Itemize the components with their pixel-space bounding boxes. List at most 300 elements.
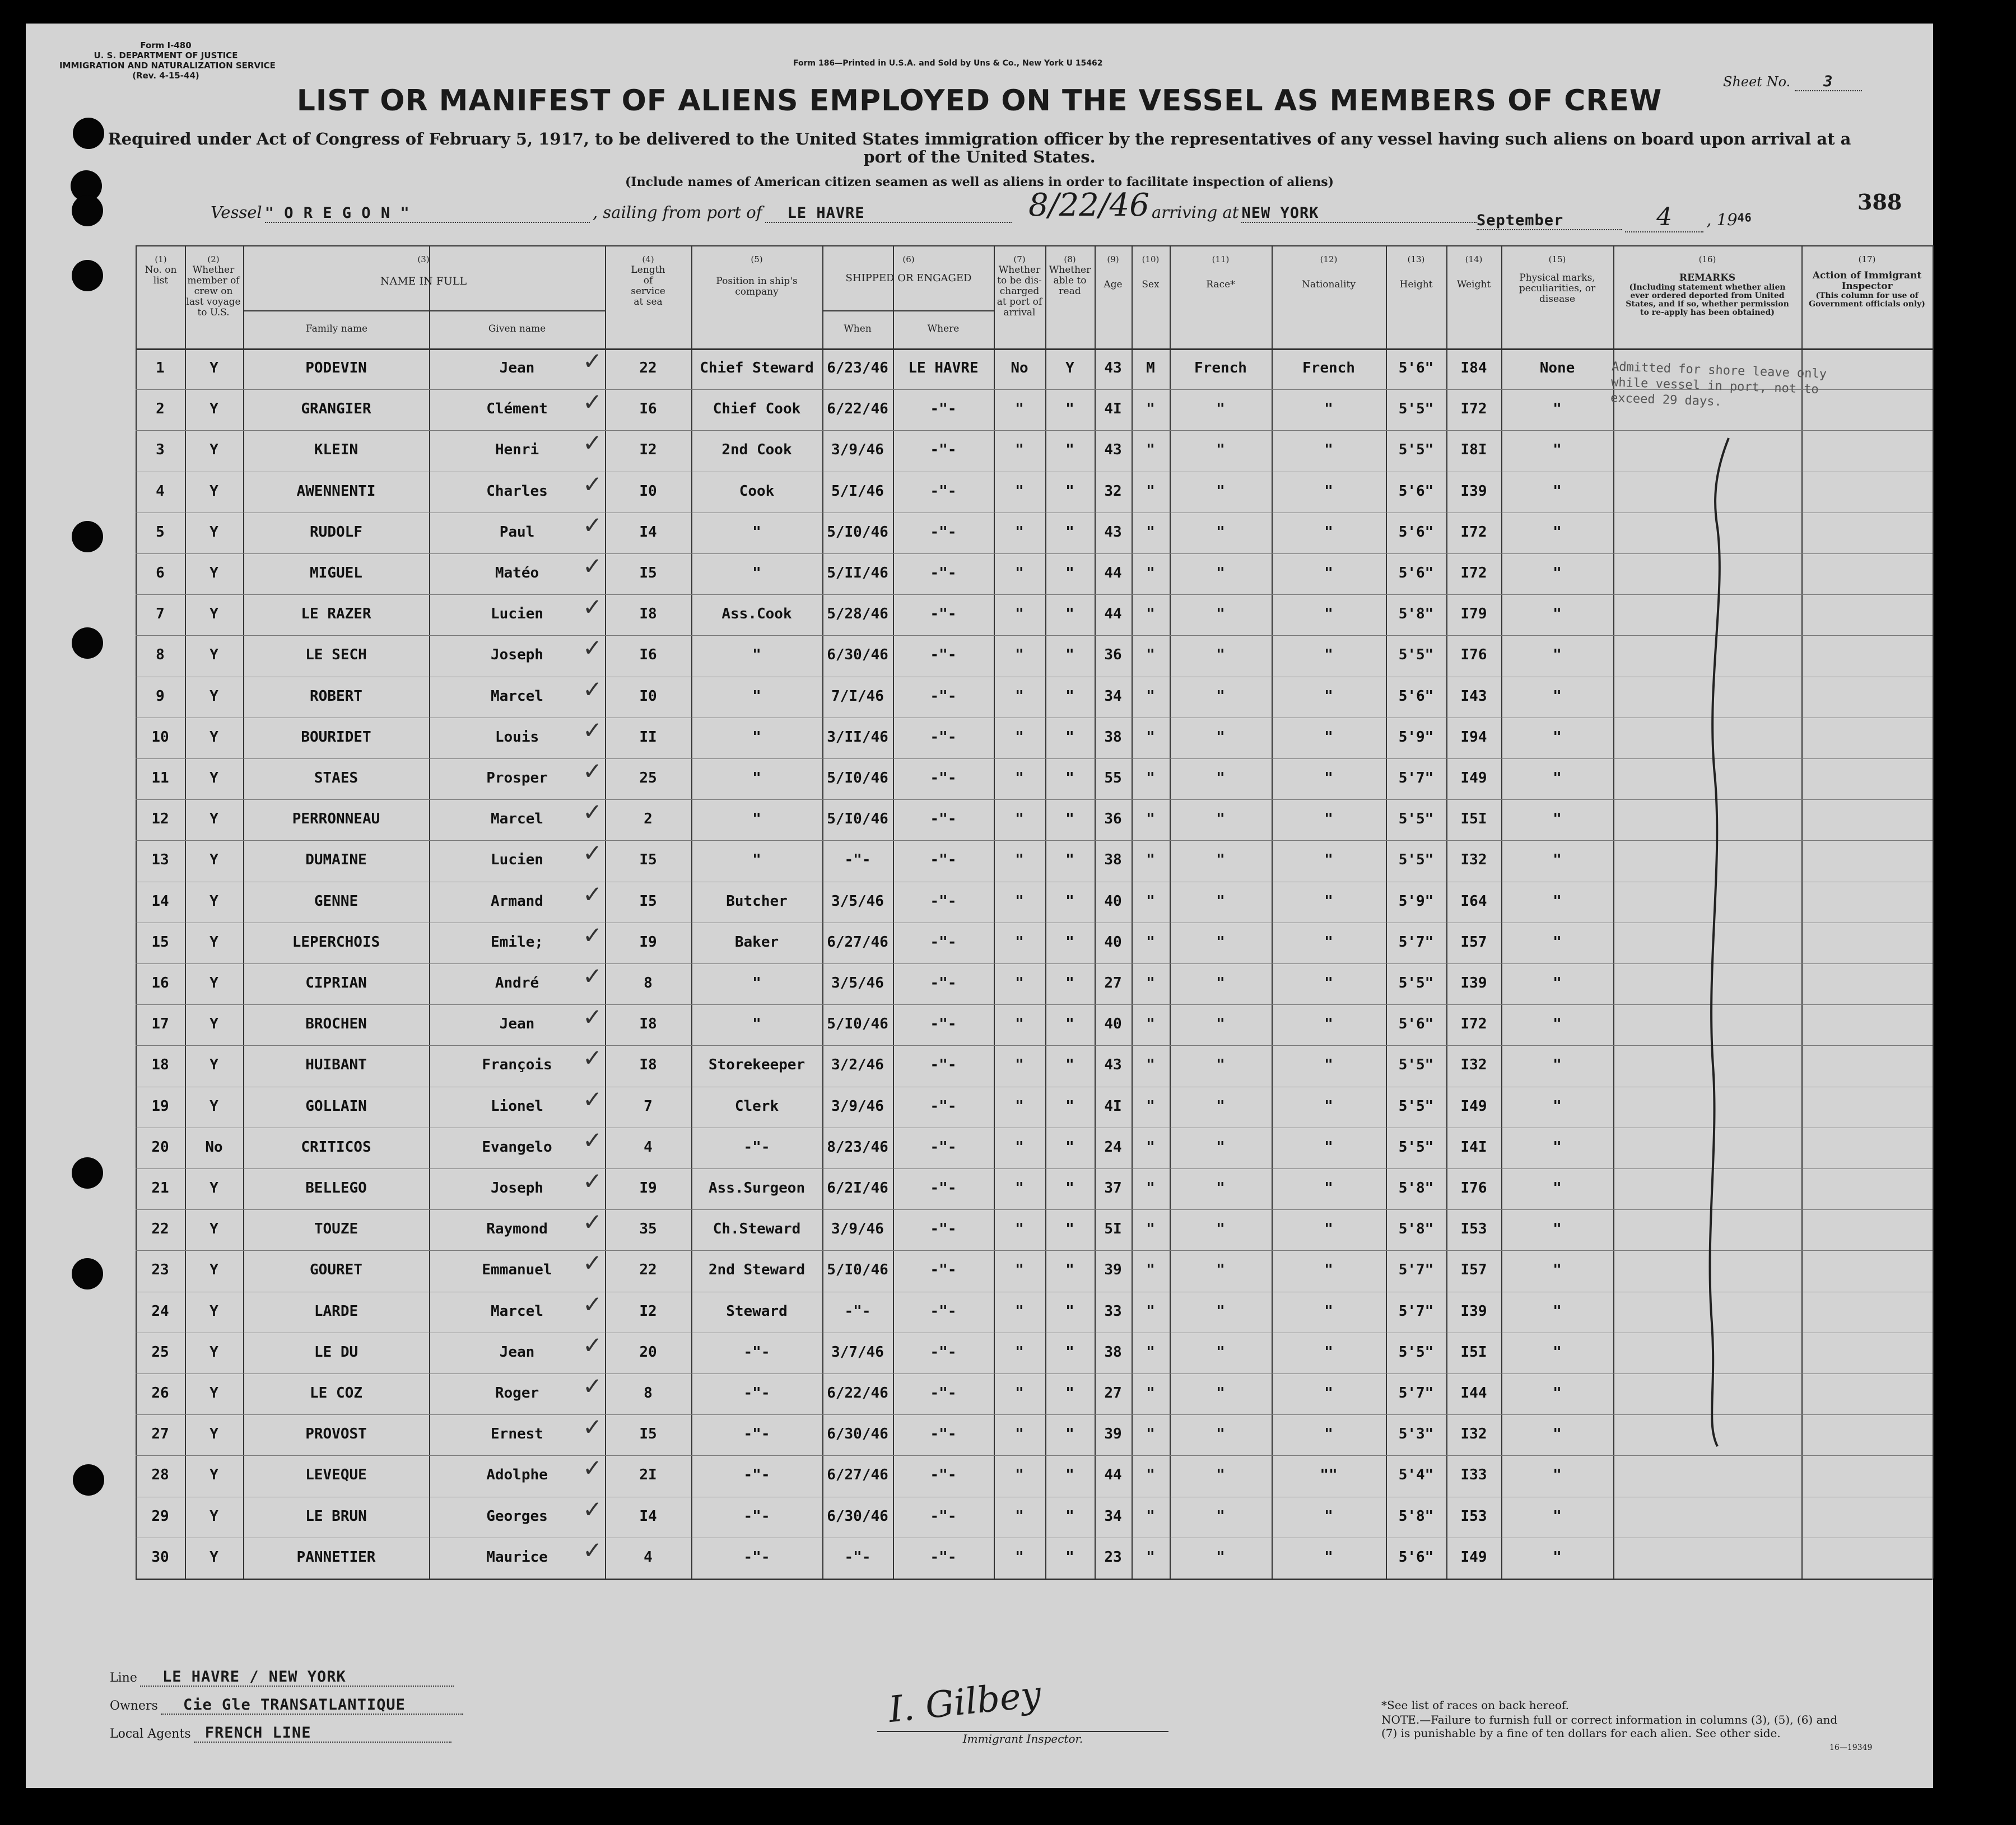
col-number: (13) <box>1407 254 1425 264</box>
given-name: Paul <box>499 523 535 541</box>
age: 39 <box>1104 1261 1122 1279</box>
row-number: 22 <box>151 1221 169 1238</box>
col-subheader-given: Given name <box>488 323 546 334</box>
family-name: BROCHEN <box>305 1016 367 1033</box>
check-mark-icon: ✓ <box>583 962 603 990</box>
race: " <box>1216 1097 1225 1115</box>
nationality: " <box>1324 811 1333 828</box>
age: 38 <box>1104 728 1122 746</box>
check-mark-icon: ✓ <box>583 511 603 539</box>
height: 5'8" <box>1398 1180 1434 1197</box>
sex: " <box>1146 728 1155 746</box>
sheet-number: 3 <box>1795 73 1862 91</box>
sex: " <box>1146 1138 1155 1156</box>
nationality: " <box>1324 1548 1333 1566</box>
discharged-flag: " <box>1015 1343 1024 1361</box>
row-number: 17 <box>151 1016 169 1033</box>
row-rule <box>136 1168 1933 1169</box>
sex: " <box>1146 975 1155 991</box>
table-top-rule <box>136 245 1933 246</box>
row-number: 29 <box>151 1507 169 1525</box>
race: " <box>1216 851 1225 869</box>
check-mark-icon: ✓ <box>583 552 603 580</box>
row-number: 14 <box>151 892 169 910</box>
check-mark-icon: ✓ <box>583 839 603 867</box>
sex: " <box>1146 1180 1155 1197</box>
race: French <box>1194 360 1247 376</box>
row-number: 15 <box>151 933 169 951</box>
check-mark-icon: ✓ <box>583 1044 603 1072</box>
weight: I72 <box>1460 565 1487 581</box>
page-title: LIST OR MANIFEST OF ALIENS EMPLOYED ON THE VESSEL AS MEMBERS OF CREW <box>296 84 1663 118</box>
col-number: (2) <box>207 254 220 264</box>
given-name: Maurice <box>486 1548 548 1566</box>
line-value: LE HAVRE / NEW YORK <box>140 1668 454 1687</box>
length-of-service: 8 <box>644 1385 653 1402</box>
given-name: Emile; <box>491 933 543 951</box>
length-of-service: I8 <box>639 606 657 623</box>
discharged-flag: " <box>1015 401 1024 418</box>
form-number: Form I-480 <box>140 40 192 50</box>
length-of-service: 4 <box>644 1548 653 1566</box>
shipped-when: 3/9/46 <box>831 441 884 459</box>
nationality: " <box>1324 1343 1333 1361</box>
length-of-service: I4 <box>639 1507 657 1525</box>
nationality: " <box>1324 1180 1333 1197</box>
col-number: (11) <box>1212 254 1230 264</box>
col-label: Length of service at sea <box>631 264 665 308</box>
sex: " <box>1146 523 1155 541</box>
remarks-stamp: Admitted for shore leave only while vessel in port, not to exceed 29 days. <box>1610 360 1827 409</box>
race: " <box>1216 975 1225 991</box>
col-label: Age <box>1104 279 1123 290</box>
crew-member-flag: Y <box>209 770 218 786</box>
check-mark-icon: ✓ <box>583 1208 603 1236</box>
nationality: " <box>1324 892 1333 910</box>
row-number: 7 <box>156 606 165 623</box>
family-name: BOURIDET <box>301 728 371 746</box>
shipped-when: 8/23/46 <box>827 1138 888 1156</box>
weight: I64 <box>1460 892 1487 910</box>
height: 5'9" <box>1398 728 1434 746</box>
col-header-race <box>1171 254 1270 290</box>
crew-member-flag: Y <box>209 1548 218 1566</box>
shipped-when: -"- <box>844 1302 871 1320</box>
sex: " <box>1146 1426 1155 1443</box>
discharged-flag: " <box>1015 892 1024 910</box>
height: 5'6" <box>1398 1548 1434 1566</box>
race: " <box>1216 1261 1225 1279</box>
given-name: André <box>495 975 539 991</box>
nationality: " <box>1324 728 1333 746</box>
col-subheader-family: Family name <box>305 323 368 334</box>
row-rule <box>136 1004 1933 1005</box>
able-to-read: " <box>1065 1016 1074 1033</box>
crew-member-flag: Y <box>209 1180 218 1197</box>
length-of-service: 2I <box>639 1466 657 1484</box>
family-name: KLEIN <box>314 441 358 459</box>
check-mark-icon: ✓ <box>583 1167 603 1195</box>
sex: " <box>1146 687 1155 705</box>
able-to-read: " <box>1065 1138 1074 1156</box>
physical-marks: " <box>1553 401 1562 418</box>
punch-hole <box>72 627 103 659</box>
position: " <box>752 523 761 541</box>
position: " <box>752 728 761 746</box>
row-rule <box>136 799 1933 800</box>
discharged-flag: " <box>1015 1466 1024 1484</box>
check-mark-icon: ✓ <box>583 921 603 949</box>
able-to-read: " <box>1065 1180 1074 1197</box>
position: " <box>752 851 761 869</box>
position: Ch.Steward <box>713 1221 801 1238</box>
row-number: 28 <box>151 1466 169 1484</box>
family-name: LE COZ <box>310 1385 362 1402</box>
crew-member-flag: Y <box>209 1343 218 1361</box>
physical-marks: " <box>1553 1385 1562 1402</box>
height: 5'4" <box>1398 1466 1434 1484</box>
age: 24 <box>1104 1138 1122 1156</box>
shipped-when: 7/I/46 <box>831 687 884 705</box>
sex: " <box>1146 401 1155 418</box>
able-to-read: " <box>1065 975 1074 991</box>
physical-marks: " <box>1553 1097 1562 1115</box>
weight: I49 <box>1460 770 1487 786</box>
shipped-where: -"- <box>930 646 957 664</box>
height: 5'7" <box>1398 1302 1434 1320</box>
sex: " <box>1146 1343 1155 1361</box>
position: -"- <box>743 1138 770 1156</box>
family-name: GENNE <box>314 892 358 910</box>
arrival-day: 4 <box>1625 203 1703 232</box>
col-label: NAME IN FULL <box>380 275 467 287</box>
weight: I49 <box>1460 1548 1487 1566</box>
discharged-flag: " <box>1015 1056 1024 1074</box>
weight: I39 <box>1460 482 1487 500</box>
shipped-when: -"- <box>844 1548 871 1566</box>
crew-member-flag: Y <box>209 441 218 459</box>
discharged-flag: " <box>1015 770 1024 786</box>
physical-marks: " <box>1553 1056 1562 1074</box>
row-number: 12 <box>151 811 169 828</box>
sex: " <box>1146 811 1155 828</box>
row-rule <box>136 1209 1933 1210</box>
sex: " <box>1146 1097 1155 1115</box>
shipped-when: 5/II/46 <box>827 565 888 581</box>
given-name: Jean <box>499 360 535 376</box>
able-to-read: " <box>1065 482 1074 500</box>
height: 5'5" <box>1398 811 1434 828</box>
column-rule <box>1613 245 1614 1579</box>
row-rule <box>136 840 1933 841</box>
position: 2nd Steward <box>708 1261 806 1279</box>
physical-marks: " <box>1553 523 1562 541</box>
year-prefix: , 19 <box>1706 210 1738 229</box>
race: " <box>1216 1180 1225 1197</box>
nationality: " <box>1324 1261 1333 1279</box>
col-label: Nationality <box>1302 279 1356 290</box>
sex: " <box>1146 1221 1155 1238</box>
weight: I94 <box>1460 728 1487 746</box>
col-label: Height <box>1399 279 1433 290</box>
col-header-discharged <box>995 254 1044 318</box>
col-header-weight <box>1447 254 1500 290</box>
height: 5'5" <box>1398 1138 1434 1156</box>
crew-member-flag: Y <box>209 892 218 910</box>
row-number: 21 <box>151 1180 169 1197</box>
check-mark-icon: ✓ <box>583 880 603 908</box>
weight: I57 <box>1460 933 1487 951</box>
discharged-flag: " <box>1015 606 1024 623</box>
family-name: LE SECH <box>305 646 367 664</box>
given-name: Evangelo <box>482 1138 552 1156</box>
col-label: REMARKS <box>1679 272 1736 283</box>
length-of-service: II <box>639 728 657 746</box>
sex: " <box>1146 933 1155 951</box>
name-subheader-rule <box>243 310 605 311</box>
able-to-read: " <box>1065 523 1074 541</box>
check-mark-icon: ✓ <box>583 347 603 375</box>
check-mark-icon: ✓ <box>583 388 603 416</box>
family-name: BELLEGO <box>305 1180 367 1197</box>
shipped-where: -"- <box>930 975 957 991</box>
physical-marks: " <box>1553 1180 1562 1197</box>
given-name: Clément <box>486 401 548 418</box>
age: 43 <box>1104 523 1122 541</box>
given-name: Marcel <box>491 811 543 828</box>
given-name: Charles <box>486 482 548 500</box>
nationality: " <box>1324 606 1333 623</box>
form-revision: (Rev. 4-15-44) <box>132 71 199 81</box>
weight: I84 <box>1460 360 1487 376</box>
able-to-read: " <box>1065 1343 1074 1361</box>
sex: " <box>1146 565 1155 581</box>
given-name: Ernest <box>491 1426 543 1443</box>
shipped-where: -"- <box>930 1343 957 1361</box>
height: 5'8" <box>1398 606 1434 623</box>
shipped-where: -"- <box>930 482 957 500</box>
row-number: 11 <box>151 770 169 786</box>
crew-member-flag: Y <box>209 1507 218 1525</box>
given-name: Marcel <box>491 687 543 705</box>
age: 27 <box>1104 975 1122 991</box>
check-mark-icon: ✓ <box>583 1536 603 1564</box>
arrival-date-line <box>1477 203 1752 232</box>
shipped-when: 5/I0/46 <box>827 523 888 541</box>
discharged-flag: " <box>1015 565 1024 581</box>
physical-marks: " <box>1553 1221 1562 1238</box>
race: " <box>1216 606 1225 623</box>
weight: I39 <box>1460 1302 1487 1320</box>
given-name: Marcel <box>491 1302 543 1320</box>
physical-marks: " <box>1553 441 1562 459</box>
check-mark-icon: ✓ <box>583 1003 603 1031</box>
col-label: Whether member of crew on last voyage to U.S. <box>186 264 241 318</box>
row-number: 16 <box>151 975 169 991</box>
shipped-where: -"- <box>930 1426 957 1443</box>
sex: " <box>1146 646 1155 664</box>
crew-member-flag: Y <box>209 1466 218 1484</box>
shipped-when: 6/23/46 <box>827 360 888 376</box>
discharged-flag: " <box>1015 1097 1024 1115</box>
age: 34 <box>1104 687 1122 705</box>
header-bottom-rule <box>136 348 1933 350</box>
nationality: " <box>1324 933 1333 951</box>
race: " <box>1216 933 1225 951</box>
discharged-flag: " <box>1015 1221 1024 1238</box>
sex: " <box>1146 1261 1155 1279</box>
physical-marks: " <box>1553 1466 1562 1484</box>
family-name: LARDE <box>314 1302 358 1320</box>
remarks-ditto-line <box>1684 416 1751 1648</box>
col-number: (4) <box>642 254 654 264</box>
position: -"- <box>743 1385 770 1402</box>
race: " <box>1216 1056 1225 1074</box>
height: 5'6" <box>1398 360 1434 376</box>
length-of-service: I8 <box>639 1056 657 1074</box>
col-number: (7) <box>1013 254 1026 264</box>
vessel-line <box>211 203 1012 223</box>
shipped-where: -"- <box>930 1221 957 1238</box>
shipped-where: -"- <box>930 1548 957 1566</box>
arrival-year: 46 <box>1737 211 1752 225</box>
age: 36 <box>1104 646 1122 664</box>
length-of-service: 20 <box>639 1343 657 1361</box>
given-name: Armand <box>491 892 543 910</box>
row-number: 24 <box>151 1302 169 1320</box>
row-number: 19 <box>151 1097 169 1115</box>
family-name: GRANGIER <box>301 401 371 418</box>
departure-port: LE HAVRE <box>765 204 1012 223</box>
check-mark-icon: ✓ <box>583 593 603 621</box>
col-label: Physical marks, peculiarities, or disease <box>1519 272 1596 305</box>
nationality: " <box>1324 1016 1333 1033</box>
shipped-when: 3/7/46 <box>831 1343 884 1361</box>
col-label: No. on list <box>145 264 177 286</box>
punch-hole <box>72 1258 103 1289</box>
length-of-service: 2 <box>644 811 653 828</box>
col-number: (16) <box>1698 254 1716 264</box>
col-note: (Including statement whether alien ever ordered deported from United States, and if so, whether permission to re-apply has been obtained) <box>1626 283 1789 317</box>
row-rule <box>136 430 1933 431</box>
weight: I8I <box>1460 441 1487 459</box>
row-number: 3 <box>156 441 165 459</box>
length-of-service: I8 <box>639 1016 657 1033</box>
given-name: Jean <box>499 1016 535 1033</box>
col-number: (9) <box>1107 254 1119 264</box>
given-name: Matéo <box>495 565 539 581</box>
height: 5'5" <box>1398 401 1434 418</box>
age: 37 <box>1104 1180 1122 1197</box>
nationality: " <box>1324 975 1333 991</box>
crew-member-flag: Y <box>209 687 218 705</box>
sex: " <box>1146 1016 1155 1033</box>
able-to-read: " <box>1065 1426 1074 1443</box>
family-name: PODEVIN <box>305 360 367 376</box>
shipped-where: -"- <box>930 1016 957 1033</box>
height: 5'5" <box>1398 1097 1434 1115</box>
able-to-read: " <box>1065 933 1074 951</box>
position: Butcher <box>726 892 788 910</box>
nationality: " <box>1324 523 1333 541</box>
height: 5'7" <box>1398 770 1434 786</box>
shipped-when: 6/22/46 <box>827 401 888 418</box>
weight: I76 <box>1460 646 1487 664</box>
col-number: (17) <box>1858 254 1876 264</box>
family-name: AWENNENTI <box>296 482 376 500</box>
weight: I32 <box>1460 851 1487 869</box>
shipped-where: -"- <box>930 1180 957 1197</box>
shipped-where: -"- <box>930 1466 957 1484</box>
weight: I53 <box>1460 1221 1487 1238</box>
able-to-read: " <box>1065 606 1074 623</box>
age: 43 <box>1104 360 1122 376</box>
shipped-when: 3/5/46 <box>831 975 884 991</box>
check-mark-icon: ✓ <box>583 1249 603 1277</box>
family-name: GOLLAIN <box>305 1097 367 1115</box>
discharged-flag: " <box>1015 1385 1024 1402</box>
able-to-read: Y <box>1065 360 1074 376</box>
family-name: TOUZE <box>314 1221 358 1238</box>
physical-marks: " <box>1553 975 1562 991</box>
able-to-read: " <box>1065 770 1074 786</box>
length-of-service: 22 <box>639 1261 657 1279</box>
penalty-note: NOTE.—Failure to furnish full or correct information in columns (3), (5), (6) and (7) is punishable by a fine of ten dollars for each alien. See other side. <box>1381 1713 1838 1740</box>
shipped-when: 3/9/46 <box>831 1221 884 1238</box>
crew-member-flag: Y <box>209 401 218 418</box>
col-header-shipped <box>823 254 994 283</box>
check-mark-icon: ✓ <box>583 798 603 826</box>
col-header-action <box>1803 254 1931 309</box>
physical-marks: " <box>1553 851 1562 869</box>
col-number: (5) <box>751 254 763 264</box>
height: 5'7" <box>1398 1261 1434 1279</box>
race: " <box>1216 1426 1225 1443</box>
row-rule <box>136 758 1933 759</box>
arrival-month: September <box>1477 212 1622 230</box>
row-number: 6 <box>156 565 165 581</box>
row-number: 2 <box>156 401 165 418</box>
weight: I49 <box>1460 1097 1487 1115</box>
height: 5'6" <box>1398 523 1434 541</box>
sex: " <box>1146 1548 1155 1566</box>
height: 5'6" <box>1398 1016 1434 1033</box>
age: 5I <box>1104 1221 1122 1238</box>
race: " <box>1216 565 1225 581</box>
shipped-where: -"- <box>930 441 957 459</box>
given-name: Georges <box>486 1507 548 1525</box>
length-of-service: I2 <box>639 441 657 459</box>
physical-marks: " <box>1553 687 1562 705</box>
race: " <box>1216 1548 1225 1566</box>
discharged-flag: " <box>1015 441 1024 459</box>
family-name: LE BRUN <box>305 1507 367 1525</box>
position: Steward <box>726 1302 788 1320</box>
age: 38 <box>1104 851 1122 869</box>
row-number: 30 <box>151 1548 169 1566</box>
race: " <box>1216 1221 1225 1238</box>
agents-value: FRENCH LINE <box>194 1724 451 1743</box>
age: 33 <box>1104 1302 1122 1320</box>
nationality: " <box>1324 401 1333 418</box>
age: 38 <box>1104 1343 1122 1361</box>
col-header-crew <box>186 254 241 318</box>
sex: " <box>1146 1056 1155 1074</box>
able-to-read: " <box>1065 1548 1074 1566</box>
age: 40 <box>1104 892 1122 910</box>
check-mark-icon: ✓ <box>583 1495 603 1523</box>
family-name: PANNETIER <box>296 1548 376 1566</box>
